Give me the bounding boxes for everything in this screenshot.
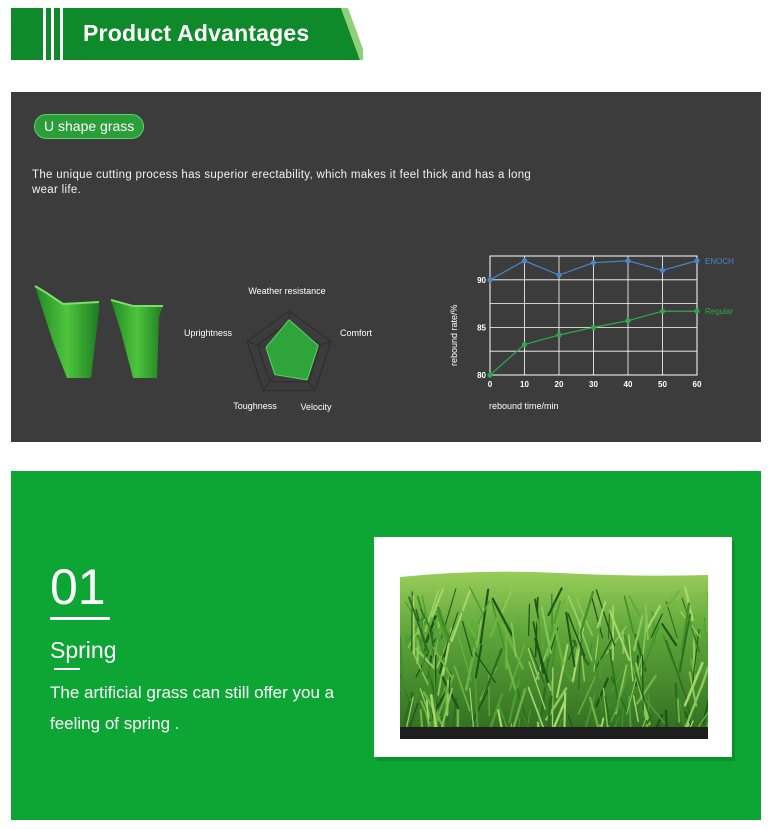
data-point: [625, 258, 630, 263]
radar-label-weather-resistance: Weather resistance: [248, 286, 326, 296]
x-tick-label: 30: [589, 380, 598, 389]
data-point: [556, 332, 561, 337]
artificial-grass-image: [400, 567, 708, 739]
data-point: [591, 260, 596, 265]
y-tick-label: 85: [477, 323, 486, 333]
feature-number: 01: [50, 559, 106, 615]
grass-blade: [412, 592, 413, 651]
radar-label-velocity: Velocity: [300, 402, 332, 412]
y-tick-label: 80: [477, 371, 486, 380]
x-tick-label: 40: [623, 380, 633, 389]
x-tick-label: 0: [487, 380, 493, 389]
y-tick-label: 90: [477, 275, 486, 285]
radar-label-comfort: Comfort: [339, 328, 373, 338]
chart-grid: [490, 256, 697, 375]
data-point: [660, 268, 665, 273]
x-tick-label: 10: [520, 380, 529, 389]
data-point: [625, 318, 630, 323]
x-tick-label: 20: [554, 380, 564, 389]
radar-chart: [176, 277, 396, 417]
chart-legend: [705, 257, 734, 316]
title-underline: [54, 668, 80, 670]
number-underline: [50, 617, 110, 620]
grass-blade: [642, 655, 643, 710]
data-point: [591, 325, 596, 330]
data-point: [487, 372, 492, 377]
data-point: [694, 309, 699, 314]
legend-enoch: ENOCH: [705, 256, 734, 266]
grass-blade: [413, 596, 414, 654]
data-point: [487, 277, 492, 282]
x-tick-labels: [488, 380, 702, 389]
y-axis-label: rebound rate/%: [449, 304, 459, 366]
spring-feature-section: [11, 471, 761, 820]
grass-photo-frame: [374, 537, 732, 757]
feature-description: The unique cutting process has superior erectability, which makes it feel thick and has a long wear life.: [32, 169, 532, 196]
feature-text: The artificial grass can still offer you a feeling of spring .: [50, 683, 335, 733]
x-tick-label: 50: [658, 380, 667, 389]
u-shape-grass-panel: [11, 92, 761, 442]
data-point: [556, 272, 561, 277]
feature-tag: U shape grass: [34, 114, 144, 139]
data-point: [660, 309, 665, 314]
data-point: [694, 258, 699, 263]
u-shape-blade-illustration: [33, 282, 183, 392]
grass-blade: [406, 635, 407, 661]
radar-value-area: [266, 320, 318, 380]
radar-label-toughness: Toughness: [233, 401, 277, 411]
data-point: [522, 342, 527, 347]
y-tick-labels: [477, 276, 486, 380]
rebound-line-chart: [443, 248, 753, 418]
legend-regular: Regular: [705, 307, 734, 317]
page-title: Product Advantages: [83, 20, 310, 46]
x-tick-label: 60: [692, 380, 702, 389]
feature-title: Spring: [50, 637, 117, 663]
data-point: [522, 258, 527, 263]
grass-blade: [678, 699, 679, 722]
section-header-banner: [11, 8, 363, 60]
radar-label-uprightness: Uprightness: [183, 328, 233, 338]
x-axis-label: rebound time/min: [489, 401, 559, 411]
